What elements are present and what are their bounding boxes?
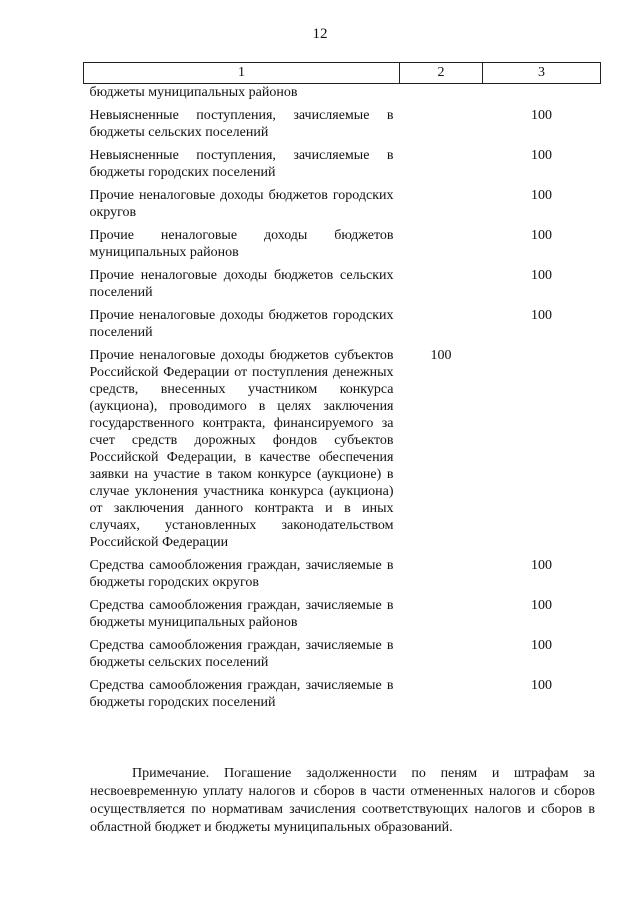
row-value-col2: 100 [430,348,452,363]
budget-table [83,62,601,717]
row-value-col3: 100 [531,308,552,323]
row-value-col3: 100 [531,108,552,123]
row-name: Прочие неналоговые доходы бюджетов муниципальных районов [89,228,394,260]
table-row [84,187,601,227]
row-value-col2 [400,147,483,187]
table-row [84,597,601,637]
row-value-col2 [400,227,483,267]
row-value-col2 [400,637,483,677]
table-row [84,677,601,717]
table-row [84,107,601,147]
footnote: Примечание. Погашение задолженности по пеням и штрафам за несвоевременную уплату налогов и сборов в части отмененных налогов и сборов осуществляется по нормативам зачисления соответствующих налогов и сборов в областной бюджет и бюджеты муниципальных образований. [90,766,595,835]
row-name: Средства самообложения граждан, зачисляемые в бюджеты муниципальных районов [89,598,394,630]
row-value-col2 [400,307,483,347]
row-value-col2 [400,557,483,597]
row-name: Средства самообложения граждан, зачисляемые в бюджеты городских поселений [89,678,394,710]
row-value-col2 [400,677,483,717]
table-row [84,227,601,267]
row-name: Средства самообложения граждан, зачисляемые в бюджеты городских округов [89,558,394,590]
row-value-col3: 100 [531,598,552,613]
row-name: Невыясненные поступления, зачисляемые в бюджеты сельских поселений [89,108,394,140]
table-header-row [84,63,601,84]
row-value-col3: 100 [531,228,552,243]
table-row [84,267,601,307]
row-value-col2 [400,597,483,637]
table-row [84,147,601,187]
row-value-col3: 100 [531,638,552,653]
row-name: Прочие неналоговые доходы бюджетов городских поселений [89,308,394,340]
row-value-col3: 100 [531,188,552,203]
row-name: бюджеты муниципальных районов [89,85,298,100]
row-value-col2 [400,107,483,147]
row-name: Невыясненные поступления, зачисляемые в бюджеты городских поселений [89,148,394,180]
row-name: Прочие неналоговые доходы бюджетов субъектов Российской Федерации от поступления денежных средств, внесенных участником конкурса (аукциона), проводимого в целях заключения государственного контракта, финансируемого за счет средств дорожных фондов субъектов Российской Федерации, в качестве обеспечения заявки на участие в таком конкурсе (аукционе) в случае уклонения участника конкурса (аукциона) от заключения данного контракта и в иных случаях, установленных законодательством Российской Федерации [89,348,394,550]
row-name: Прочие неналоговые доходы бюджетов сельских поселений [89,268,394,300]
row-value-col3: 100 [531,678,552,693]
table-row [84,637,601,677]
row-name: Прочие неналоговые доходы бюджетов городских округов [89,188,394,220]
row-value-col2 [400,187,483,227]
table-row [84,347,601,557]
column-header-2: 2 [400,63,483,84]
row-value-col3: 100 [531,268,552,283]
table-row [84,307,601,347]
column-header-1: 1 [84,63,400,84]
table-row [84,557,601,597]
row-value-col2 [400,267,483,307]
row-value-col3: 100 [531,558,552,573]
page-number: 12 [312,26,328,42]
column-header-3: 3 [483,63,601,84]
table-row-continuation [84,84,601,108]
row-name: Средства самообложения граждан, зачисляемые в бюджеты сельских поселений [89,638,394,670]
row-value-col3 [483,347,601,557]
row-value-col3: 100 [531,148,552,163]
